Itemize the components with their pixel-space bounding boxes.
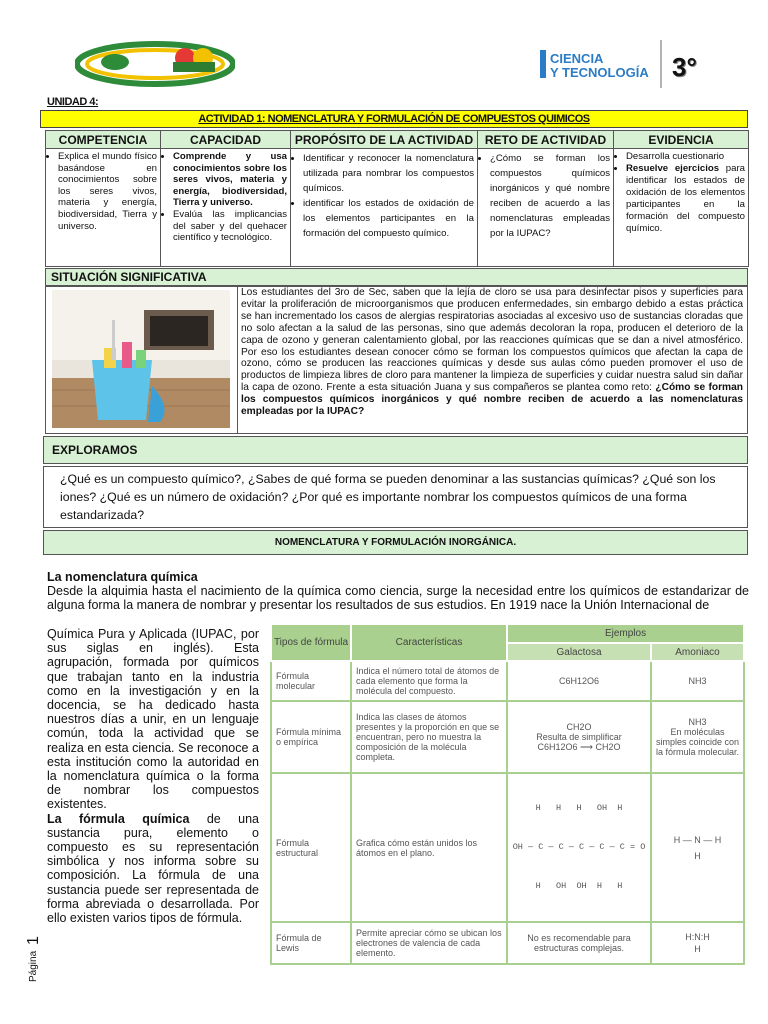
amoniaco-lewis-bot: H [694,944,701,954]
evidencia-cell [614,149,749,267]
situacion-reto: ¿Cómo se forman los compuestos químicos inorgánicos y qué nombre reciben de acuerdo a las nomenclaturas empleadas por la IUPAC? [241,382,744,418]
col-reto: RETO DE ACTIVIDAD [478,131,614,149]
col-caracteristicas: Características [351,624,507,661]
galactosa-mid: OH — C — C — C — C — C = O [512,842,646,852]
galactosa-estructural [507,773,651,922]
capacidad-cell [161,149,291,267]
activity-title: ACTIVIDAD 1: NOMENCLATURA Y FORMULACIÓN DE COMPUESTOS QUIMICOS [40,110,748,128]
formula-term: La fórmula química [47,811,190,826]
amoniaco-bot: H [694,850,701,861]
competencia-cell [46,149,161,267]
desc-estructural: Grafica cómo están unidos los átomos en el plano. [351,773,507,922]
proposito-2: • identificar los estados de oxidación de los elementos participantes en la formación del compuesto químico. [303,196,474,241]
situacion-text [237,287,743,433]
desc-lewis: Permite apreciar cómo se ubican los electrones de valencia de cada elemento. [351,922,507,964]
col-galactosa: Galactosa [507,643,651,661]
header-divider [660,40,662,88]
amoniaco-lewis [651,922,744,964]
situacion-heading: SITUACIÓN SIGNIFICATIVA [45,268,748,286]
galactosa-molecular: C6H12O6 [507,661,651,701]
tipo-empirica: Fórmula mínima o empírica [271,701,351,773]
galactosa-bot: H OH OH H H [535,881,623,891]
galactosa-empirica-formula: CH2O [566,721,592,732]
situacion-paragraph: Los estudiantes del 3ro de Sec, saben que la lejía de cloro se usa para desinfectar pisos y superficies para evitar la proliferación de microorganismos que producen enfermedades, sin embargo debido a estas práctica se han incrementado los casos de alergias respiratorias asociadas al excesivo uso de sustancias cloradas que no solo afectan a la salud de las personas, sino que además decoloran la ropa, producen el deterioro de la capa de ozono y generan calentamiento global, por las reacciones químicas que se dan a nivel atmosférico. Por eso los estudiantes desean conocer cómo se forman los compuestos químicos que afectan la capa de ozono, cómo se producen las reacciones químicas y desde sus aulas cómo pueden promover el uso de productos de limpieza libres de cloro para mantener la limpieza de superficies y cuidar nuestra salud sin dañar la capa de ozono. Frente a esta situación Juana y sus compañeros se plantea como reto: [241,287,743,394]
nomenclatura-bar: NOMENCLATURA Y FORMULACIÓN INORGÁNICA. [43,530,748,555]
col-amoniaco: Amoniaco [651,643,744,661]
competencia-text: • Explica el mundo físico basándose en conocimientos sobre los seres vivos, materia y energía, biodiversidad, Tierra y universo. [58,151,157,232]
paragraph-iupac: Química Pura y Aplicada (IUPAC, por sus siglas en inglés). Esta agrupación, formada por químicos que trabajan tanto en la industria como en la investigación y en la docencia, se ha dedicado hasta nuestros días a unir, en un lenguaje común, toda la actividad que se realiza en esta ciencia. Se reconoce a esta institución como la autoridad en la nomenclatura química o la forma de nombrar los compuestos existentes. [47,627,259,812]
col-capacidad: CAPACIDAD [161,131,291,149]
col-evidencia: EVIDENCIA [614,131,749,149]
tipo-estructural: Fórmula estructural [271,773,351,922]
exploramos-heading: EXPLORAMOS [43,436,748,464]
evidencia-1: • Desarrolla cuestionario [626,151,745,163]
proposito-cell [291,149,478,267]
col-proposito: PROPÓSITO DE LA ACTIVIDAD [291,131,478,149]
tipo-molecular: Fórmula molecular [271,661,351,701]
reto-cell [478,149,614,267]
school-logo [75,40,235,88]
exploramos-questions: ¿Qué es un compuesto químico?, ¿Sabes de qué forma se pueden denominar a las sustancias químicas? ¿Qué son los iones? ¿Qué es un número de oxidación? ¿Por qué es importante nombrar los compuestos químicos de una forma estandarizada? [43,466,748,528]
grade-label: 3° [672,52,697,82]
paragraph-formula [47,812,259,926]
cleaning-bucket-image [52,290,230,428]
amoniaco-molecular: NH3 [651,661,744,701]
logo-line1: CIENCIA [550,51,604,66]
competencies-table [45,130,749,267]
col-competencia: COMPETENCIA [46,131,161,149]
logo-line2: Y TECNOLOGÍA [550,65,649,80]
galactosa-empirica-arrow: C6H12O6 ⟶ CH2O [537,741,621,752]
table-row [271,922,744,964]
paragraph-intro: Desde la alquimia hasta el nacimiento de la química como ciencia, surge la necesidad entre los químicos de estandarizar de alguna forma la manera de nombrar y presentar los resultados de sus estudios. En 1919 nace la Unión Internacional de [47,584,749,613]
col-tipos: Tipos de fórmula [271,624,351,661]
amoniaco-estructural [651,773,744,922]
unidad-label: UNIDAD 4: [47,96,99,108]
evidencia-2-rest: para identificar los estados de oxidación de los elementos participantes en la formación del compuesto químico. [626,163,745,234]
amoniaco-lewis-mid: H:N:H [685,932,710,942]
reto-text: • ¿Cómo se forman los compuestos químicos inorgánicos y qué nombre reciben de acuerdo a las nomenclaturas empleadas por la IUPAC? [490,151,610,241]
table-row [271,701,744,773]
section-title: La nomenclatura química [47,570,198,584]
desc-molecular: Indica el número total de átomos de cada elemento que forma la molécula del compuesto. [351,661,507,701]
galactosa-lewis: No es recomendable para estructuras complejas. [507,922,651,964]
amoniaco-empirica-formula: NH3 [688,717,707,727]
galactosa-empirica-note: Resulta de simplificar [536,731,622,742]
amoniaco-mid: H — N — H [673,834,722,845]
galactosa-empirica [507,701,651,773]
col-ejemplos: Ejemplos [507,624,744,643]
evidencia-2 [626,163,745,235]
evidencia-2-bold: Resuelve ejercicios [626,163,720,174]
page-number [22,930,42,985]
table-row [271,661,744,701]
proposito-1: • Identificar y reconocer la nomenclatura utilizada para nombrar los compuestos químicos. [303,151,474,196]
page-label: Página [28,950,39,982]
paragraph-column [47,627,259,925]
ciencia-tecnologia-logo [540,44,670,84]
formula-types-table [270,623,745,965]
capacidad-1: • Comprende y usa conocimientos sobre los seres vivos, materia y energía, biodiversidad, Tierra y universo. [173,151,287,209]
amoniaco-empirica [651,701,744,773]
galactosa-top: H H H OH H [535,803,623,813]
capacidad-2: • Evalúa las implicancias del saber y del quehacer científico y tecnológico. [173,209,287,244]
desc-empirica: Indica las clases de átomos presentes y la proporción en que se encuentran, pero no muestra la composición de la molécula completa. [351,701,507,773]
table-row [271,773,744,922]
amoniaco-empirica-note: En moléculas simples coincide con la fórmula molecular. [655,727,740,757]
tipo-lewis: Fórmula de Lewis [271,922,351,964]
formula-definition: de una sustancia pura, elemento o compuesto es su representación simbólica y nos informa sobre su composición. La fórmula de una sustancia puede ser representada de forma abreviada o desarrollada. Por ello existen varios tipos de fórmula. [47,811,259,926]
page-num: 1 [25,936,42,945]
